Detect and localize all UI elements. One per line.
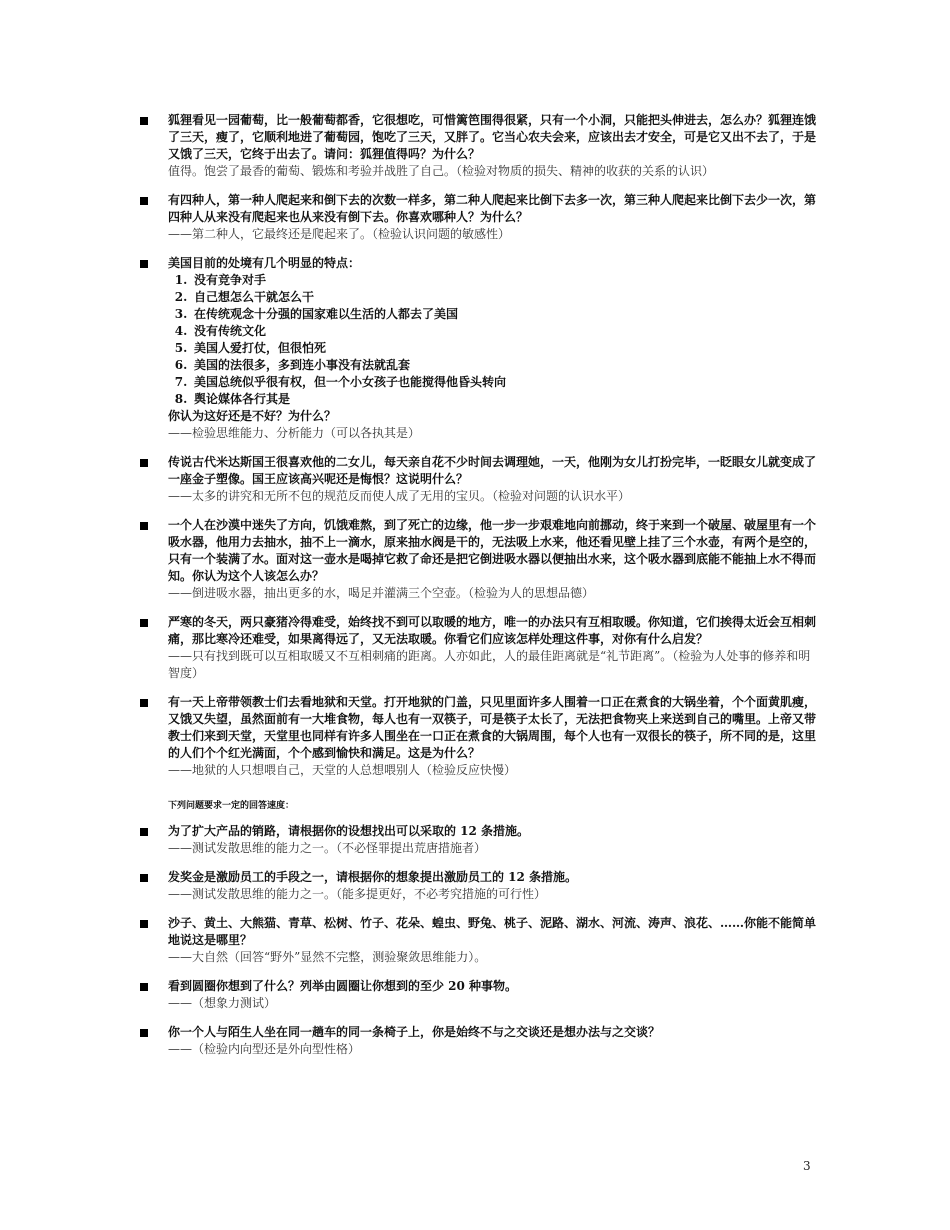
- list-item: [140, 869, 820, 903]
- answer-text: ——（检验内向型还是外向型性格）: [168, 1042, 361, 1056]
- list-number: 7.: [174, 375, 188, 389]
- answer-text: ——地狱的人只想喂自己，天堂的人总想喂别人（检验反应快慢）: [168, 763, 517, 777]
- list-text: 在传统观念十分强的国家难以生活的人都去了美国: [194, 307, 459, 321]
- numbered-list-item: [168, 323, 820, 340]
- list-item: [140, 978, 820, 1012]
- answer-text: ——倒进吸水器，抽出更多的水，喝足并灌满三个空壶。（检验为人的思想品德）: [168, 586, 595, 600]
- answer-text: ——检验思维能力、分析能力（可以各执其是）: [168, 426, 421, 440]
- list-number: 6.: [174, 358, 188, 372]
- square-bullet-icon: [140, 522, 148, 530]
- numbered-list-item: [168, 306, 820, 323]
- question-text: 为了扩大产品的销路，请根据你的设想找出可以采取的 12 条措施。: [168, 824, 530, 838]
- list-number: 2.: [174, 290, 188, 304]
- list-item: [140, 614, 820, 682]
- question-text: 传说古代米达斯国王很喜欢他的二女儿，每天亲自花不少时间去调理她，一天，他刚为女儿打扮完毕，一眨眼女儿就变成了一座金子塑像。国王应该高兴呢还是悔恨？这说明什么？: [168, 455, 817, 486]
- list-number: 8.: [174, 392, 188, 406]
- list-text: 自己想怎么干就怎么干: [194, 290, 315, 304]
- square-bullet-icon: [140, 699, 148, 707]
- list-item: [140, 823, 820, 857]
- question-text: 美国目前的处境有几个明显的特点：: [168, 256, 361, 270]
- square-bullet-icon: [140, 874, 148, 882]
- numbered-list-item: [168, 289, 820, 306]
- list-text: 美国的法很多，多到连小事没有法就乱套: [194, 358, 411, 372]
- square-bullet-icon: [140, 983, 148, 991]
- list-item: [140, 517, 820, 602]
- page-number: 3: [803, 1159, 811, 1173]
- question-text: 沙子、黄土、大熊猫、青草、松树、竹子、花朵、蝗虫、野兔、桃子、泥路、湖水、河流、涛声、浪花、……你能不能简单地说这是哪里？: [168, 916, 817, 947]
- list-item: [140, 192, 820, 243]
- numbered-list-item: [168, 340, 820, 357]
- list-text: 美国总统似乎很有权，但一个小女孩子也能搅得他昏头转向: [194, 375, 507, 389]
- list-number: 1.: [174, 273, 188, 287]
- square-bullet-icon: [140, 197, 148, 205]
- numbered-list-item: [168, 391, 820, 408]
- question-text: 你一个人与陌生人坐在同一趟车的同一条椅子上，你是始终不与之交谈还是想办法与之交谈？: [168, 1025, 661, 1039]
- question-text: 严寒的冬天，两只豪猪冷得难受，始终找不到可以取暖的地方，唯一的办法只有互相取暖。你知道，它们挨得太近会互相刺痛，那比寒冷还难受，如果离得远了，又无法取暖。你看它们应该怎样处理这件事，对你有什么启发？: [168, 615, 817, 646]
- followup-question: 你认为这好还是不好？为什么？: [168, 409, 337, 423]
- question-text: 发奖金是激励员工的手段之一，请根据你的想象提出激励员工的 12 条措施。: [168, 870, 578, 884]
- answer-text: 值得。饱尝了最香的葡萄、锻炼和考验并战胜了自己。（检验对物质的损失、精神的收获的关系的认识）: [168, 164, 715, 178]
- list-item: [140, 694, 820, 779]
- list-item: [140, 1024, 820, 1058]
- list-number: 3.: [174, 307, 188, 321]
- numbered-list-item: [168, 357, 820, 374]
- square-bullet-icon: [140, 117, 148, 125]
- answer-text: ——只有找到既可以互相取暖又不互相刺痛的距离。人亦如此，人的最佳距离就是“礼节距离”。（检验为人处事的修养和明智度）: [168, 649, 811, 680]
- section-note: 下列问题要求一定的回答速度：: [168, 801, 295, 811]
- list-item: [140, 255, 820, 442]
- list-number: 4.: [174, 324, 188, 338]
- square-bullet-icon: [140, 619, 148, 627]
- page-content: [140, 112, 820, 1070]
- answer-text: ——太多的讲究和无所不包的规范反而使人成了无用的宝贝。（检验对问题的认识水平）: [168, 489, 631, 503]
- question-text: 一个人在沙漠中迷失了方向，饥饿难熬，到了死亡的边缘，他一步一步艰难地向前挪动，终于来到一个破屋、破屋里有一个吸水器，他用力去抽水，抽不上一滴水，原来抽水阀是干的，无法吸上水来，他还看见壁上挂了三个水壶，有两个是空的，只有一个装满了水。面对这一壶水是喝掉它救了命还是把它倒进吸水器以便抽出水来，这个吸水器到底能不能抽上水不得而知。你认为这个人该怎么办？: [168, 518, 817, 583]
- list-number: 5.: [174, 341, 188, 355]
- square-bullet-icon: [140, 920, 148, 928]
- square-bullet-icon: [140, 828, 148, 836]
- answer-text: ——（想象力测试）: [168, 996, 277, 1010]
- question-text: 有四种人，第一种人爬起来和倒下去的次数一样多，第二种人爬起来比倒下去多一次，第三种人爬起来比倒下去少一次，第四种人从来没有爬起来也从来没有倒下去。你喜欢哪种人？为什么？: [168, 193, 817, 224]
- answer-text: ——第二种人，它最终还是爬起来了。（检验认识问题的敏感性）: [168, 227, 511, 241]
- square-bullet-icon: [140, 459, 148, 467]
- list-text: 美国人爱打仗，但很怕死: [194, 341, 327, 355]
- numbered-list-item: [168, 272, 820, 289]
- question-text: 有一天上帝带领教士们去看地狱和天堂。打开地狱的门盖，只见里面许多人围着一口正在煮食的大锅坐着，个个面黄肌瘦，又饿又失望，虽然面前有一大堆食物，每人也有一双筷子，可是筷子太长了，无法把食物夹上来送到自己的嘴里。上帝又带教士们来到天堂，天堂里也同样有许多人围坐在一口正在煮食的大锅周围，每个人也有一双很长的筷子，所不同的是，这里的人们个个红光满面，个个感到愉快和满足。这是为什么？: [168, 695, 817, 760]
- numbered-list-item: [168, 374, 820, 391]
- list-text: 舆论媒体各行其是: [194, 392, 291, 406]
- question-text: 看到圆圈你想到了什么？列举由圆圈让你想到的至少 20 种事物。: [168, 979, 518, 993]
- answer-text: ——测试发散思维的能力之一。（能多提更好，不必考究措施的可行性）: [168, 887, 547, 901]
- list-item: [140, 915, 820, 966]
- answer-text: ——测试发散思维的能力之一。（不必怪罪提出荒唐措施者）: [168, 841, 487, 855]
- list-text: 没有传统文化: [194, 324, 267, 338]
- square-bullet-icon: [140, 260, 148, 268]
- numbered-list: [168, 272, 820, 408]
- list-text: 没有竞争对手: [194, 273, 267, 287]
- square-bullet-icon: [140, 1029, 148, 1037]
- question-text: 狐狸看见一园葡萄，比一般葡萄都香，它很想吃，可惜篱笆围得很紧，只有一个小洞，只能把头伸进去，怎么办？狐狸连饿了三天，瘦了，它顺利地进了葡萄园，饱吃了三天，又胖了。它当心农夫会来，应该出去才安全，可是它又出不去了，于是又饿了三天，它终于出去了。请问：狐狸值得吗？为什么？: [168, 113, 817, 161]
- list-item: [140, 454, 820, 505]
- list-item: [140, 112, 820, 180]
- answer-text: ——大自然（回答“野外”显然不完整，测验聚敛思维能力）。: [168, 950, 487, 964]
